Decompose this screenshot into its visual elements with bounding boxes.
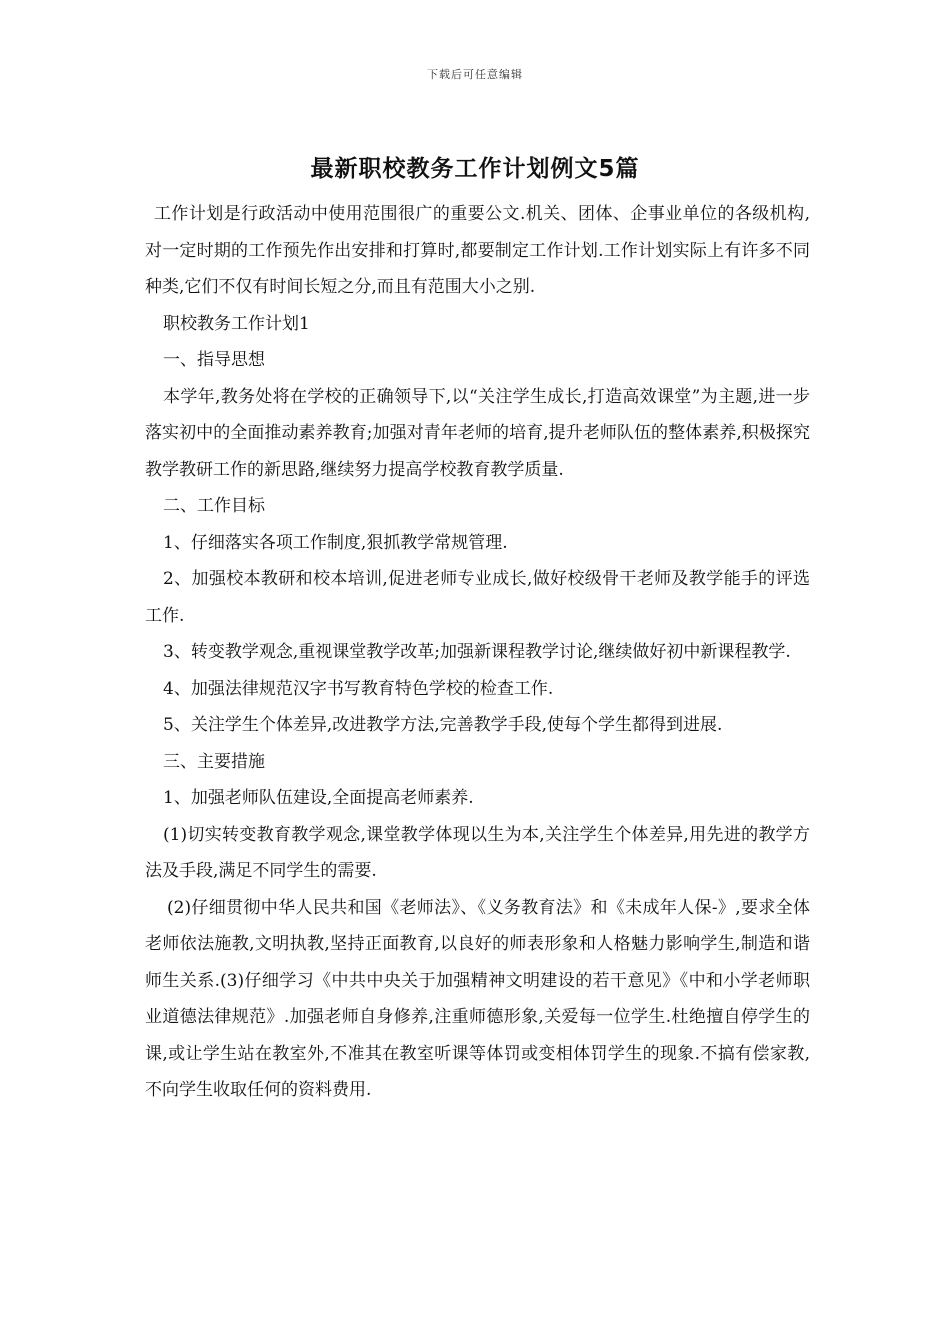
goal-item-2: 2、加强校本教研和校本培训,促进老师专业成长,做好校级骨干老师及教学能手的评选工作. (145, 569, 810, 626)
section-heading-plan-1: 职校教务工作计划1 (163, 313, 310, 334)
goal-item-4: 4、加强法律规范汉字书写教育特色学校的检查工作. (163, 678, 554, 699)
goal-item-1: 1、仔细落实各项工作制度,狠抓教学常规管理. (163, 532, 508, 553)
section-heading-main-measures: 三、主要措施 (163, 751, 265, 772)
section-heading-work-goals: 二、工作目标 (163, 496, 265, 516)
section-heading-guiding-thought: 一、指导思想 (163, 350, 265, 370)
page-header-note: 下载后可任意编辑 (427, 68, 523, 81)
measure-subitem-2: (2)仔细贯彻中华人民共和国《老师法》、《义务教育法》和《未成年人保-》,要求全体老师依法施教,文明执教,坚持正面教育,以良好的师表形象和人格魅力影响学生,制造和谐师生关系.(3)仔细学习《中共中央关于加强精神文明建设的若干意见》《中和小学老师职业道德法律规范》.加强老师自身修养,注重师德形象,关爱每一位学生.杜绝擅自停学生的课,或让学生站在教室外,不准其在教室听课等体罚或变相体罚学生的现象.不搞有偿家教,不向学生收取任何的资料费用. (145, 897, 810, 1100)
guiding-thought-paragraph: 本学年,教务处将在学校的正确领导下,以“关注学生成长,打造高效课堂”为主题,进一步落实初中的全面推动素养教育;加强对青年老师的培育,提升老师队伍的整体素养,积极探究教学教研工作的新思路,继续努力提高学校教育教学质量. (145, 386, 810, 480)
goal-item-3: 3、转变教学观念,重视课堂教学改革;加强新课程教学讨论,继续做好初中新课程教学. (163, 642, 791, 662)
intro-paragraph: 工作计划是行政活动中使用范围很广的重要公文.机关、团体、企事业单位的各级机构,对一定时期的工作预先作出安排和打算时,都要制定工作计划.工作计划实际上有许多不同种类,它们不仅有时间长短之分,而且有范围大小之别. (145, 204, 810, 297)
measure-subitem-1: (1)切实转变教育教学观念,课堂教学体现以生为本,关注学生个体差异,用先进的教学方法及手段,满足不同学生的需要. (145, 824, 810, 881)
document-body (145, 196, 810, 1109)
measure-item-1: 1、加强老师队伍建设,全面提高老师素养. (163, 788, 474, 808)
goal-item-5: 5、关注学生个体差异,改进教学方法,完善教学手段,使每个学生都得到进展. (163, 715, 723, 735)
document-title: 最新职校教务工作计划例文5篇 (310, 156, 640, 182)
